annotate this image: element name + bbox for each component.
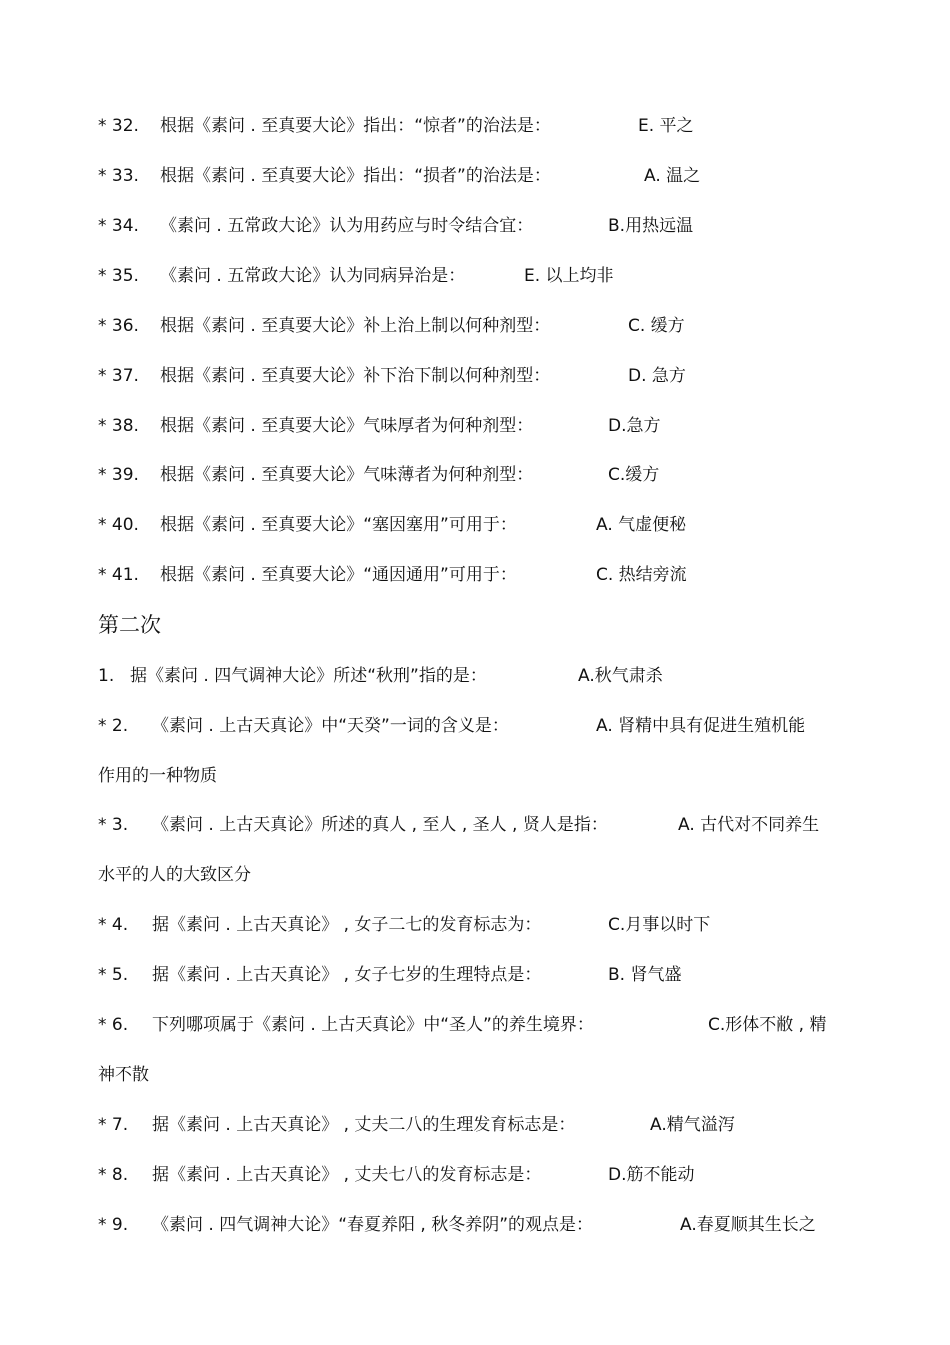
question-line [0,810,950,840]
answer-text: C.月事以时下 [608,915,711,935]
answer-text: C. 缓方 [628,316,685,336]
question-line [0,311,950,341]
question-text: 《素问 . 上古天真论》所述的真人 , 至人 , 圣人 , 贤人是指： [152,815,608,835]
question-line [0,1210,950,1240]
question-text: 《素问 . 五常政大论》认为同病异治是： [160,266,466,286]
question-text: 根据《素问 . 至真要大论》“通因通用”可用于： [160,565,517,585]
question-number: * 7. [98,1115,129,1135]
question-text: 据《素问 . 上古天真论》 , 女子七岁的生理特点是： [152,965,542,985]
question-number: 1. [98,666,115,686]
question-line [0,910,950,940]
question-line [0,161,950,191]
question-line [0,411,950,441]
question-line [0,661,950,691]
question-line [0,711,950,741]
question-text: 根据《素问 . 至真要大论》气味薄者为何种剂型： [160,465,534,485]
answer-text: A.精气溢泻 [650,1115,735,1135]
question-text: 《素问 . 五常政大论》认为用药应与时令结合宜： [160,216,534,236]
question-text: 根据《素问 . 至真要大论》补下治下制以何种剂型： [160,366,551,386]
question-number: * 39. [98,465,139,485]
question-number: * 6. [98,1015,129,1035]
question-text: 据《素问 . 上古天真论》 , 丈夫二八的生理发育标志是： [152,1115,576,1135]
question-number: * 36. [98,316,139,336]
question-text: 《素问 . 四气调神大论》“春夏养阳 , 秋冬养阴”的观点是： [152,1215,594,1235]
answer-text: B. 肾气盛 [608,965,682,985]
answer-text: A. 肾精中具有促进生殖机能 [596,716,806,736]
question-line [0,510,950,540]
question-text: 据《素问 . 上古天真论》 , 女子二七的发育标志为： [152,915,542,935]
answer-text: A. 古代对不同养生 [678,815,820,835]
question-line [0,1160,950,1190]
question-text: 根据《素问 . 至真要大论》指出：“损者”的治法是： [160,166,551,186]
answer-continuation: 水平的人的大致区分 [98,865,251,885]
question-number: * 3. [98,815,129,835]
answer-text: D.筋不能动 [608,1165,695,1185]
answer-text: A. 气虚便秘 [596,515,687,535]
answer-continuation: 作用的一种物质 [98,766,217,786]
question-line [0,1010,950,1040]
question-text: 根据《素问 . 至真要大论》补上治上制以何种剂型： [160,316,551,336]
question-number: * 4. [98,915,129,935]
answer-text: A.秋气肃杀 [578,666,663,686]
question-text: 据《素问 . 四气调神大论》所述“秋刑”指的是： [130,666,487,686]
question-line [0,960,950,990]
answer-text: D. 急方 [628,366,686,386]
answer-text: C.缓方 [608,465,660,485]
answer-text: C.形体不敝 , 精 [708,1015,827,1035]
question-number: * 32. [98,116,139,136]
answer-text: E. 以上均非 [524,266,614,286]
question-text: 下列哪项属于《素问 . 上古天真论》中“圣人”的养生境界： [152,1015,594,1035]
question-line [0,560,950,590]
answer-text: E. 平之 [638,116,694,136]
question-number: * 5. [98,965,129,985]
question-number: * 34. [98,216,139,236]
question-line [0,460,950,490]
question-line [0,111,950,141]
answer-text: A. 温之 [644,166,701,186]
question-text: 根据《素问 . 至真要大论》指出：“惊者”的治法是： [160,116,551,136]
question-number: * 35. [98,266,139,286]
question-line [0,261,950,291]
question-line [0,361,950,391]
question-number: * 37. [98,366,139,386]
question-text: 根据《素问 . 至真要大论》气味厚者为何种剂型： [160,416,534,436]
answer-continuation: 神不散 [98,1065,149,1085]
question-text: 据《素问 . 上古天真论》 , 丈夫七八的发育标志是： [152,1165,542,1185]
question-line [0,211,950,241]
question-text: 《素问 . 上古天真论》中“天癸”一词的含义是： [152,716,509,736]
question-number: * 41. [98,565,139,585]
question-number: * 9. [98,1215,129,1235]
question-number: * 8. [98,1165,129,1185]
question-number: * 33. [98,166,139,186]
question-number: * 40. [98,515,139,535]
answer-text: B.用热远温 [608,216,694,236]
question-line [0,1110,950,1140]
answer-text: A.春夏顺其生长之 [680,1215,816,1235]
section-heading: 第二次 [98,613,161,637]
answer-text: C. 热结旁流 [596,565,687,585]
answer-text: D.急方 [608,416,661,436]
question-number: * 2. [98,716,129,736]
question-number: * 38. [98,416,139,436]
question-text: 根据《素问 . 至真要大论》“塞因塞用”可用于： [160,515,517,535]
